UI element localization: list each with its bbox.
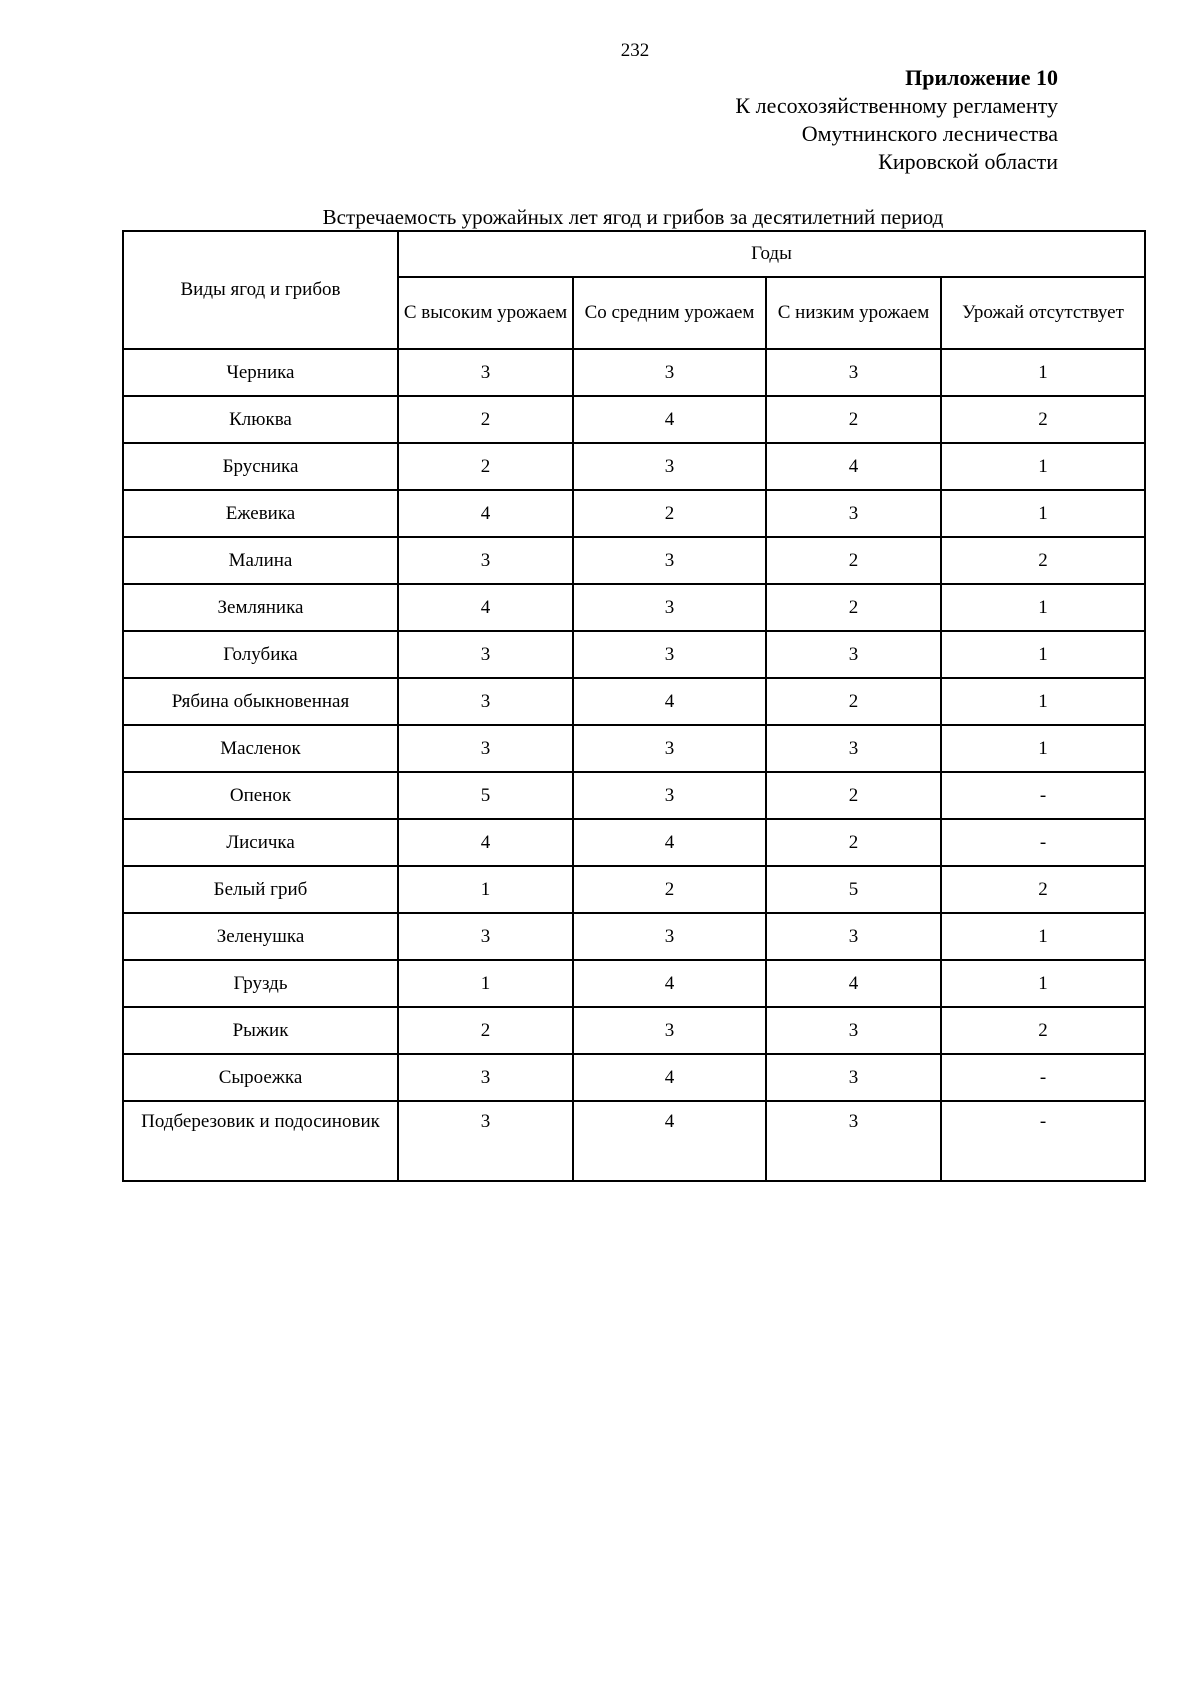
value-cell: 1 bbox=[941, 490, 1145, 537]
value-cell: 2 bbox=[941, 396, 1145, 443]
species-name-cell: Ежевика bbox=[123, 490, 398, 537]
species-name-cell: Земляника bbox=[123, 584, 398, 631]
table-row bbox=[123, 631, 1145, 678]
species-name-cell: Рябина обыкновенная bbox=[123, 678, 398, 725]
value-cell: 2 bbox=[766, 584, 941, 631]
value-cell: 2 bbox=[941, 866, 1145, 913]
table-body bbox=[123, 349, 1145, 1181]
table-row bbox=[123, 913, 1145, 960]
value-cell: 3 bbox=[398, 537, 573, 584]
column-header-low-yield: С низким урожаем bbox=[766, 277, 941, 349]
value-cell: 3 bbox=[766, 1054, 941, 1101]
species-column-header: Виды ягод и грибов bbox=[123, 231, 398, 349]
value-cell: 3 bbox=[573, 349, 766, 396]
value-cell: 2 bbox=[573, 490, 766, 537]
species-name-cell: Черника bbox=[123, 349, 398, 396]
species-name-cell: Голубика bbox=[123, 631, 398, 678]
appendix-line: Кировской области bbox=[878, 149, 1058, 174]
value-cell: 3 bbox=[766, 490, 941, 537]
value-cell: 3 bbox=[573, 443, 766, 490]
value-cell: 3 bbox=[573, 1007, 766, 1054]
value-cell: 3 bbox=[573, 772, 766, 819]
species-name-cell: Подберезовик и подосиновик bbox=[123, 1101, 398, 1181]
table-row bbox=[123, 490, 1145, 537]
value-cell: 3 bbox=[398, 1101, 573, 1181]
value-cell: 3 bbox=[766, 349, 941, 396]
value-cell: 4 bbox=[766, 960, 941, 1007]
species-name-cell: Лисичка bbox=[123, 819, 398, 866]
value-cell: - bbox=[941, 772, 1145, 819]
table-row bbox=[123, 443, 1145, 490]
value-cell: 4 bbox=[398, 584, 573, 631]
value-cell: 1 bbox=[941, 678, 1145, 725]
table-row bbox=[123, 584, 1145, 631]
value-cell: 4 bbox=[573, 960, 766, 1007]
species-name-cell: Опенок bbox=[123, 772, 398, 819]
value-cell: 3 bbox=[573, 631, 766, 678]
value-cell: 3 bbox=[398, 913, 573, 960]
table-row bbox=[123, 1007, 1145, 1054]
species-name-cell: Брусника bbox=[123, 443, 398, 490]
table-row bbox=[123, 537, 1145, 584]
value-cell: 4 bbox=[766, 443, 941, 490]
value-cell: 5 bbox=[398, 772, 573, 819]
value-cell: 1 bbox=[941, 443, 1145, 490]
value-cell: 2 bbox=[766, 537, 941, 584]
value-cell: 1 bbox=[941, 913, 1145, 960]
value-cell: 2 bbox=[398, 443, 573, 490]
value-cell: 3 bbox=[573, 584, 766, 631]
species-name-cell: Груздь bbox=[123, 960, 398, 1007]
value-cell: 3 bbox=[573, 537, 766, 584]
value-cell: 4 bbox=[573, 819, 766, 866]
value-cell: 1 bbox=[398, 866, 573, 913]
table-row bbox=[123, 1101, 1145, 1181]
table-row bbox=[123, 772, 1145, 819]
table-row bbox=[123, 678, 1145, 725]
value-cell: - bbox=[941, 1101, 1145, 1181]
value-cell: 3 bbox=[766, 631, 941, 678]
value-cell: 2 bbox=[766, 396, 941, 443]
value-cell: 3 bbox=[766, 1101, 941, 1181]
value-cell: 3 bbox=[398, 678, 573, 725]
value-cell: 2 bbox=[573, 866, 766, 913]
species-name-cell: Масленок bbox=[123, 725, 398, 772]
column-header-no-yield: Урожай отсутствует bbox=[941, 277, 1145, 349]
value-cell: 3 bbox=[398, 725, 573, 772]
value-cell: 1 bbox=[398, 960, 573, 1007]
value-cell: 2 bbox=[941, 1007, 1145, 1054]
appendix-title: Приложение 10 bbox=[905, 65, 1058, 90]
years-group-header: Годы bbox=[398, 231, 1145, 277]
table-row bbox=[123, 960, 1145, 1007]
value-cell: 4 bbox=[398, 490, 573, 537]
harvest-frequency-table bbox=[122, 230, 1146, 1182]
table-row bbox=[123, 396, 1145, 443]
appendix-line: Омутнинского лесничества bbox=[801, 121, 1058, 146]
value-cell: 3 bbox=[766, 725, 941, 772]
column-header-high-yield: С высоким урожаем bbox=[398, 277, 573, 349]
value-cell: 1 bbox=[941, 960, 1145, 1007]
value-cell: 4 bbox=[573, 396, 766, 443]
value-cell: 2 bbox=[766, 678, 941, 725]
species-name-cell: Клюква bbox=[123, 396, 398, 443]
value-cell: - bbox=[941, 819, 1145, 866]
value-cell: 2 bbox=[766, 819, 941, 866]
value-cell: 4 bbox=[573, 678, 766, 725]
value-cell: 5 bbox=[766, 866, 941, 913]
table-row bbox=[123, 866, 1145, 913]
value-cell: - bbox=[941, 1054, 1145, 1101]
page-number: 232 bbox=[620, 40, 650, 61]
value-cell: 4 bbox=[573, 1101, 766, 1181]
value-cell: 3 bbox=[766, 913, 941, 960]
appendix-line: К лесохозяйственному регламенту bbox=[735, 93, 1058, 118]
species-name-cell: Зеленушка bbox=[123, 913, 398, 960]
value-cell: 3 bbox=[398, 631, 573, 678]
table-row bbox=[123, 819, 1145, 866]
value-cell: 2 bbox=[398, 1007, 573, 1054]
value-cell: 3 bbox=[573, 725, 766, 772]
value-cell: 4 bbox=[573, 1054, 766, 1101]
value-cell: 1 bbox=[941, 349, 1145, 396]
table-row bbox=[123, 725, 1145, 772]
value-cell: 3 bbox=[766, 1007, 941, 1054]
table-row bbox=[123, 1054, 1145, 1101]
value-cell: 1 bbox=[941, 584, 1145, 631]
value-cell: 2 bbox=[766, 772, 941, 819]
table-caption: Встречаемость урожайных лет ягод и грибов за десятилетний период bbox=[322, 205, 944, 229]
species-name-cell: Малина bbox=[123, 537, 398, 584]
value-cell: 1 bbox=[941, 631, 1145, 678]
value-cell: 3 bbox=[573, 913, 766, 960]
value-cell: 1 bbox=[941, 725, 1145, 772]
column-header-medium-yield: Со средним урожаем bbox=[573, 277, 766, 349]
species-name-cell: Сыроежка bbox=[123, 1054, 398, 1101]
value-cell: 2 bbox=[941, 537, 1145, 584]
value-cell: 4 bbox=[398, 819, 573, 866]
species-name-cell: Рыжик bbox=[123, 1007, 398, 1054]
value-cell: 2 bbox=[398, 396, 573, 443]
species-name-cell: Белый гриб bbox=[123, 866, 398, 913]
appendix-header bbox=[735, 64, 1058, 176]
value-cell: 3 bbox=[398, 349, 573, 396]
table-row bbox=[123, 349, 1145, 396]
value-cell: 3 bbox=[398, 1054, 573, 1101]
